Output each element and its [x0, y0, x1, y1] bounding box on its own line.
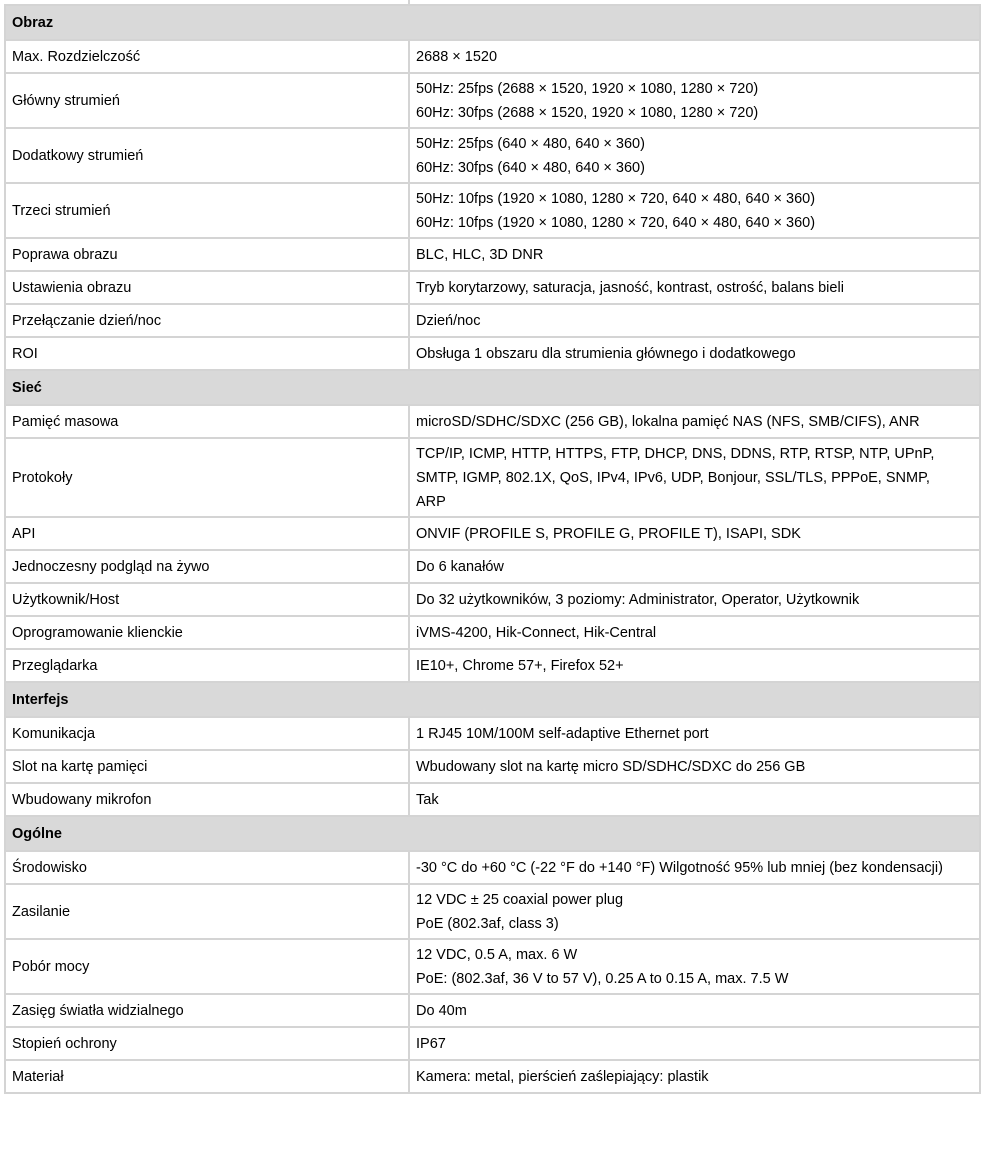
spec-label: Protokoły — [5, 438, 409, 517]
spec-row — [5, 616, 980, 649]
spec-label: Stopień ochrony — [5, 1027, 409, 1060]
spec-value-line: ARP — [416, 493, 446, 510]
spec-value-line: Do 32 użytkowników, 3 poziomy: Administrator, Operator, Użytkownik — [416, 591, 860, 608]
spec-value-line: PoE (802.3af, class 3) — [416, 915, 559, 932]
spec-value-line: ONVIF (PROFILE S, PROFILE G, PROFILE T), ISAPI, SDK — [416, 525, 801, 542]
spec-label: Materiał — [5, 1060, 409, 1093]
spec-value — [409, 939, 980, 994]
spec-value — [409, 750, 980, 783]
spec-value — [409, 616, 980, 649]
spec-row — [5, 271, 980, 304]
spec-label: Wbudowany mikrofon — [5, 783, 409, 816]
section-header-row — [5, 682, 980, 717]
spec-row — [5, 405, 980, 438]
spec-value-line: PoE: (802.3af, 36 V to 57 V), 0.25 A to 0.15 A, max. 7.5 W — [416, 970, 789, 987]
spec-row — [5, 851, 980, 884]
spec-value-line: 60Hz: 10fps (1920 × 1080, 1280 × 720, 640 × 480, 640 × 360) — [416, 214, 816, 231]
spec-value — [409, 304, 980, 337]
spec-row — [5, 550, 980, 583]
spec-row — [5, 1027, 980, 1060]
spec-label: Przeglądarka — [5, 649, 409, 682]
spec-value — [409, 40, 980, 73]
spec-value-line: Tryb korytarzowy, saturacja, jasność, kontrast, ostrość, balans bieli — [416, 279, 844, 296]
spec-value-line: Do 6 kanałów — [416, 558, 504, 575]
spec-row — [5, 40, 980, 73]
spec-label: Zasięg światła widzialnego — [5, 994, 409, 1027]
spec-value — [409, 1060, 980, 1093]
spec-row — [5, 939, 980, 994]
spec-value — [409, 649, 980, 682]
spec-value-line: Kamera: metal, pierścień zaślepiający: plastik — [416, 1068, 709, 1085]
spec-row — [5, 128, 980, 183]
spec-value-line: Do 40m — [416, 1002, 467, 1019]
spec-value-line: iVMS-4200, Hik-Connect, Hik-Central — [416, 624, 657, 641]
section-title: Interfejs — [5, 682, 980, 717]
section-title: Obraz — [5, 5, 980, 40]
spec-label: Przełączanie dzień/noc — [5, 304, 409, 337]
spec-value — [409, 517, 980, 550]
spec-value-line: Tak — [416, 791, 439, 808]
spec-label: Główny strumień — [5, 73, 409, 128]
spec-label: ROI — [5, 337, 409, 370]
spec-value-line: IP67 — [416, 1035, 446, 1052]
spec-value — [409, 337, 980, 370]
spec-value — [409, 73, 980, 128]
spec-value — [409, 994, 980, 1027]
spec-label: Środowisko — [5, 851, 409, 884]
spec-row — [5, 438, 980, 517]
spec-value-line: 1 RJ45 10M/100M self-adaptive Ethernet port — [416, 725, 709, 742]
spec-value — [409, 851, 980, 884]
spec-row — [5, 783, 980, 816]
spec-label: Komunikacja — [5, 717, 409, 750]
spec-row — [5, 717, 980, 750]
spec-value — [409, 238, 980, 271]
spec-value — [409, 717, 980, 750]
spec-row — [5, 238, 980, 271]
section-header-row — [5, 5, 980, 40]
section-title: Ogólne — [5, 816, 980, 851]
spec-label: Pamięć masowa — [5, 405, 409, 438]
spec-value — [409, 583, 980, 616]
spec-value — [409, 128, 980, 183]
section-header-row — [5, 816, 980, 851]
spec-label: Trzeci strumień — [5, 183, 409, 238]
spec-label: Poprawa obrazu — [5, 238, 409, 271]
spec-label: Slot na kartę pamięci — [5, 750, 409, 783]
spec-value-line: TCP/IP, ICMP, HTTP, HTTPS, FTP, DHCP, DNS, DDNS, RTP, RTSP, NTP, UPnP, — [416, 445, 935, 462]
spec-value-line: 60Hz: 30fps (2688 × 1520, 1920 × 1080, 1280 × 720) — [416, 104, 759, 121]
spec-value-line: IE10+, Chrome 57+, Firefox 52+ — [416, 657, 624, 674]
spec-label: API — [5, 517, 409, 550]
spec-value-line: -30 °C do +60 °C (-22 °F do +140 °F) Wilgotność 95% lub mniej (bez kondensacji) — [416, 859, 943, 876]
spec-value — [409, 783, 980, 816]
section-header-row — [5, 370, 980, 405]
spec-value-line: 50Hz: 25fps (2688 × 1520, 1920 × 1080, 1280 × 720) — [416, 80, 759, 97]
spec-label: Pobór mocy — [5, 939, 409, 994]
spec-row — [5, 517, 980, 550]
spec-label: Max. Rozdzielczość — [5, 40, 409, 73]
spec-value-line: Dzień/noc — [416, 312, 481, 329]
spec-value — [409, 884, 980, 939]
spec-row — [5, 1060, 980, 1093]
spec-value-line: Wbudowany slot na kartę micro SD/SDHC/SDXC do 256 GB — [416, 758, 806, 775]
spec-row — [5, 884, 980, 939]
spec-value-line: 12 VDC, 0.5 A, max. 6 W — [416, 946, 578, 963]
spec-row — [5, 183, 980, 238]
spec-value — [409, 183, 980, 238]
spec-row — [5, 304, 980, 337]
spec-value — [409, 271, 980, 304]
spec-table — [4, 4, 981, 1094]
spec-value-line: SMTP, IGMP, 802.1X, QoS, IPv4, IPv6, UDP, Bonjour, SSL/TLS, PPPoE, SNMP, — [416, 469, 930, 486]
spec-row — [5, 750, 980, 783]
spec-row — [5, 337, 980, 370]
spec-value-line: Obsługa 1 obszaru dla strumienia głównego i dodatkowego — [416, 345, 796, 362]
spec-value — [409, 1027, 980, 1060]
spec-label: Dodatkowy strumień — [5, 128, 409, 183]
spec-table-container — [4, 0, 979, 1094]
spec-value — [409, 438, 980, 517]
spec-value — [409, 405, 980, 438]
spec-value-line: microSD/SDHC/SDXC (256 GB), lokalna pamięć NAS (NFS, SMB/CIFS), ANR — [416, 413, 920, 430]
spec-row — [5, 73, 980, 128]
table-top-continuation — [4, 0, 979, 4]
spec-row — [5, 994, 980, 1027]
spec-value-line: 2688 × 1520 — [416, 48, 498, 65]
spec-label: Jednoczesny podgląd na żywo — [5, 550, 409, 583]
spec-value-line: 50Hz: 10fps (1920 × 1080, 1280 × 720, 640 × 480, 640 × 360) — [416, 190, 816, 207]
spec-row — [5, 583, 980, 616]
spec-label: Zasilanie — [5, 884, 409, 939]
spec-row — [5, 649, 980, 682]
spec-value — [409, 550, 980, 583]
spec-value-line: 50Hz: 25fps (640 × 480, 640 × 360) — [416, 135, 645, 152]
spec-label: Użytkownik/Host — [5, 583, 409, 616]
section-title: Sieć — [5, 370, 980, 405]
spec-label: Ustawienia obrazu — [5, 271, 409, 304]
spec-value-line: 60Hz: 30fps (640 × 480, 640 × 360) — [416, 159, 645, 176]
spec-value-line: BLC, HLC, 3D DNR — [416, 246, 544, 263]
spec-label: Oprogramowanie klienckie — [5, 616, 409, 649]
spec-value-line: 12 VDC ± 25 coaxial power plug — [416, 891, 624, 908]
